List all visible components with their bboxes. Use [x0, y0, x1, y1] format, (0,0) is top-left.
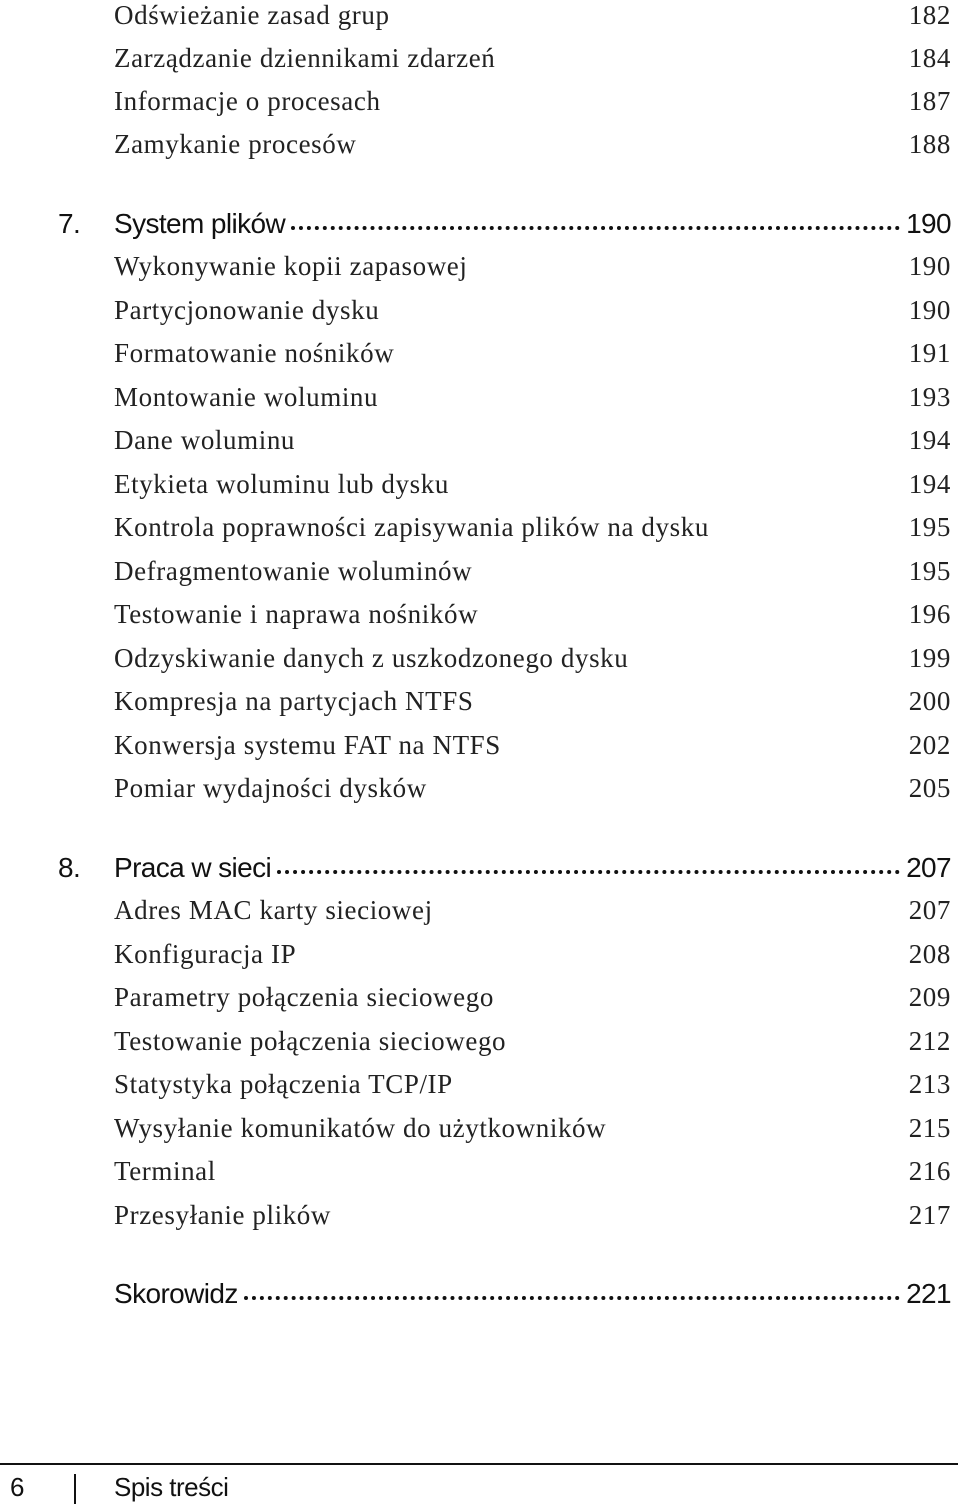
toc-entry[interactable] — [114, 895, 951, 926]
dot-leader — [291, 226, 900, 230]
toc-page-number: 193 — [908, 382, 951, 412]
toc-chapter[interactable] — [58, 852, 951, 884]
toc-page-number: 216 — [908, 1156, 951, 1186]
toc-entry[interactable] — [114, 295, 951, 326]
toc-entry[interactable] — [114, 730, 951, 761]
toc-page-number: 202 — [908, 730, 951, 760]
toc-title: Adres MAC karty sieciowej — [114, 895, 433, 925]
toc-page-number: 208 — [908, 939, 951, 969]
toc-title: Skorowidz — [114, 1278, 238, 1309]
toc-entry[interactable] — [114, 982, 951, 1013]
toc-page-number: 196 — [908, 599, 951, 629]
toc-title: Praca w sieci — [114, 852, 272, 883]
toc-title: Pomiar wydajności dysków — [114, 773, 427, 803]
toc-entry[interactable] — [114, 686, 951, 717]
toc-title: Statystyka połączenia TCP/IP — [114, 1069, 453, 1099]
toc-page-number: 194 — [908, 425, 951, 455]
toc-title: Formatowanie nośników — [114, 338, 395, 368]
footer-section-label: Spis treści — [114, 1472, 229, 1502]
toc-page-number: 195 — [908, 512, 951, 542]
footer-page-number: 6 — [10, 1472, 24, 1502]
toc-chapter[interactable] — [58, 208, 951, 240]
toc-title: Dane woluminu — [114, 425, 296, 455]
toc-title: Informacje o procesach — [114, 86, 381, 116]
toc-page-number: 187 — [908, 86, 951, 116]
toc-title: Wykonywanie kopii zapasowej — [114, 251, 468, 281]
toc-entry[interactable] — [114, 43, 951, 74]
toc-entry[interactable] — [114, 556, 951, 587]
toc-title: Odświeżanie zasad grup — [114, 0, 390, 30]
toc-page-number: 194 — [908, 469, 951, 499]
toc-page-number: 190 — [908, 251, 951, 281]
toc-chapter-number: 8. — [58, 852, 81, 883]
dot-leader — [277, 870, 900, 874]
toc-title: Konfiguracja IP — [114, 939, 297, 969]
toc-entry[interactable] — [114, 1026, 951, 1057]
toc-entry[interactable] — [114, 382, 951, 413]
toc-page-number: 191 — [908, 338, 951, 368]
dot-leader — [244, 1296, 900, 1300]
toc-title: Przesyłanie plików — [114, 1200, 332, 1230]
toc-entry[interactable] — [114, 939, 951, 970]
toc-entry[interactable] — [114, 643, 951, 674]
toc-entry[interactable] — [114, 129, 951, 160]
toc-page-number: 190 — [906, 208, 951, 239]
toc-page-number: 195 — [908, 556, 951, 586]
toc-title: Kontrola poprawności zapisywania plików na dysku — [114, 512, 709, 542]
toc-entry[interactable] — [114, 0, 951, 31]
toc-page-number: 221 — [906, 1278, 951, 1309]
toc-entry[interactable] — [114, 599, 951, 630]
toc-entry[interactable] — [114, 1069, 951, 1100]
toc-title: Montowanie woluminu — [114, 382, 379, 412]
toc-title: Wysyłanie komunikatów do użytkowników — [114, 1113, 607, 1143]
toc-title: Parametry połączenia sieciowego — [114, 982, 494, 1012]
toc-entry[interactable] — [114, 1200, 951, 1231]
toc-title: Odzyskiwanie danych z uszkodzonego dysku — [114, 643, 629, 673]
toc-title: Defragmentowanie woluminów — [114, 556, 473, 586]
toc-title: Testowanie i naprawa nośników — [114, 599, 479, 629]
toc-page-number: 184 — [908, 43, 951, 73]
toc-page-number: 182 — [908, 0, 951, 30]
toc-page-number: 188 — [908, 129, 951, 159]
page-footer — [0, 1470, 960, 1507]
toc-entry[interactable] — [114, 425, 951, 456]
toc-entry[interactable] — [114, 1113, 951, 1144]
toc-chapter-number: 7. — [58, 208, 81, 239]
toc-entry[interactable] — [114, 251, 951, 282]
toc-page-number: 200 — [908, 686, 951, 716]
toc-page-number: 215 — [908, 1113, 951, 1143]
toc-entry[interactable] — [114, 512, 951, 543]
toc-title: Testowanie połączenia sieciowego — [114, 1026, 507, 1056]
toc-title: Zarządzanie dziennikami zdarzeń — [114, 43, 496, 73]
toc-page-number: 205 — [908, 773, 951, 803]
toc-title: System plików — [114, 208, 286, 239]
toc-entry[interactable] — [114, 1156, 951, 1187]
toc-page-number: 199 — [908, 643, 951, 673]
toc-title: Zamykanie procesów — [114, 129, 357, 159]
toc-entry[interactable] — [114, 338, 951, 369]
toc-title: Kompresja na partycjach NTFS — [114, 686, 474, 716]
toc-page-number: 207 — [906, 852, 951, 883]
toc-page-number: 190 — [908, 295, 951, 325]
footer-rule — [0, 1463, 958, 1465]
toc-page-number: 213 — [908, 1069, 951, 1099]
toc-title: Terminal — [114, 1156, 216, 1186]
toc-page-number: 217 — [908, 1200, 951, 1230]
toc-title: Etykieta woluminu lub dysku — [114, 469, 449, 499]
toc-entry[interactable] — [114, 773, 951, 804]
toc-title: Konwersja systemu FAT na NTFS — [114, 730, 501, 760]
toc-entry[interactable] — [114, 86, 951, 117]
toc-title: Partycjonowanie dysku — [114, 295, 380, 325]
toc-page-number: 209 — [908, 982, 951, 1012]
toc-page-number: 207 — [908, 895, 951, 925]
toc-page-number: 212 — [908, 1026, 951, 1056]
toc-entry[interactable] — [114, 469, 951, 500]
toc-chapter[interactable] — [114, 1278, 951, 1310]
footer-separator — [74, 1474, 76, 1504]
